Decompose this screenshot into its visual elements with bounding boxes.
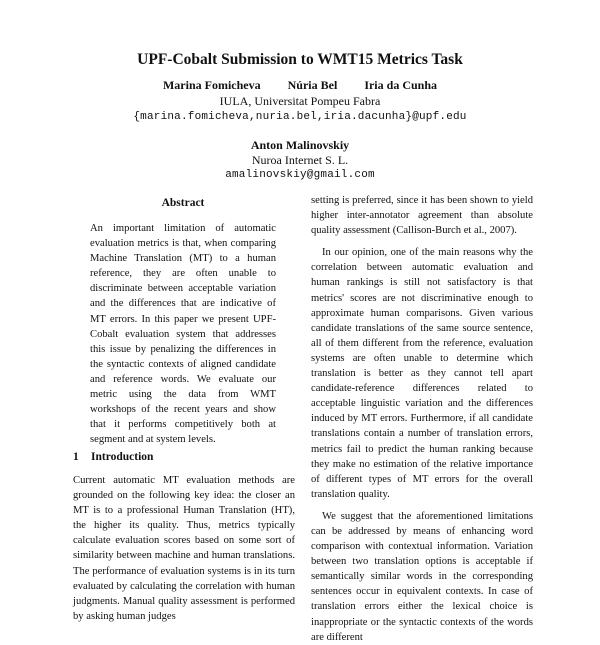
section-number: 1 <box>73 451 79 463</box>
author-emails[interactable]: {marina.fomicheva,nuria.bel,iria.dacunha}@upf.edu <box>133 111 467 123</box>
author-name: Iria da Cunha <box>364 78 438 92</box>
abstract-heading: Abstract <box>161 197 205 209</box>
abstract-text: An important limitation of automatic evaluation metrics is that, when comparing Machine Translation (MT) to a human reference, they are often unable to discriminate between acceptable variation and the differences that are indicative of MT errors. In this paper we present UPF-Cobalt evaluation system that addresses this issue by penalizing the differences in the syntactic contexts of aligned candidate and reference words. We evaluate our metric using the data from WMT workshops of the recent years and show that it performs competitively both at segment and at system levels. <box>90 223 276 446</box>
author-name: Marina Fomicheva <box>162 78 261 92</box>
section-heading <box>73 451 293 463</box>
author-name: Núria Bel <box>287 78 338 92</box>
paper-title: UPF-Cobalt Submission to WMT15 Metrics Task <box>137 51 463 68</box>
affiliation: IULA, Universitat Pompeu Fabra <box>219 94 381 108</box>
second-author-name: Anton Malinovskiy <box>250 138 350 152</box>
introduction-text <box>73 473 295 622</box>
second-author-email[interactable]: amalinovskiy@gmail.com <box>225 169 375 181</box>
section-title: Introduction <box>91 451 154 463</box>
author-list <box>0 78 600 93</box>
paragraph: We suggest that the aforementioned limitations can be addressed by means of enhancing word comparison with contextual information. Variation between two translation options is acceptable if semantically similar words in the corresponding sentences occur in equivalent contexts. In case of translation errors either the lexical choice is inappropriate or the syntactic contexts of the words are different <box>311 510 533 643</box>
paragraph: Current automatic MT evaluation methods are grounded on the following key idea: the closer an MT is to a professional Human Translation (HT), the higher its quality. Thus, metrics typically calculate evaluation scores based on some sort of similarity between machine and human translations. The performance of evaluation systems is in its turn evaluated by calculating the correlation with human judgments. Manual quality assessment is performed by asking human judges <box>73 475 295 622</box>
right-column <box>311 193 533 643</box>
paragraph: In our opinion, one of the main reasons why the correlation between automatic evaluation and human rankings is still not satisfactory is that metrics' scores are not discriminative enough to approximate human comparisons. Given various candidate translations of the same source sentence, all of them different from the reference, evaluation systems are often unable to determine which translation is better as they cannot tell apart candidate-reference differences related to acceptable linguistic variation and the differences induced by MT errors. Furthermore, if all candidate translations contain a number of translation errors, metrics fail to predict the human ranking because they make no estimation of the relative importance of different types of MT errors for the overall translation quality. <box>311 247 533 500</box>
paragraph: setting is preferred, since it has been shown to yield higher inter-annotator agreement than absolute quality assessment (Callison-Burch et al., 2007). <box>311 195 533 237</box>
second-affiliation: Nuroa Internet S. L. <box>251 153 349 167</box>
